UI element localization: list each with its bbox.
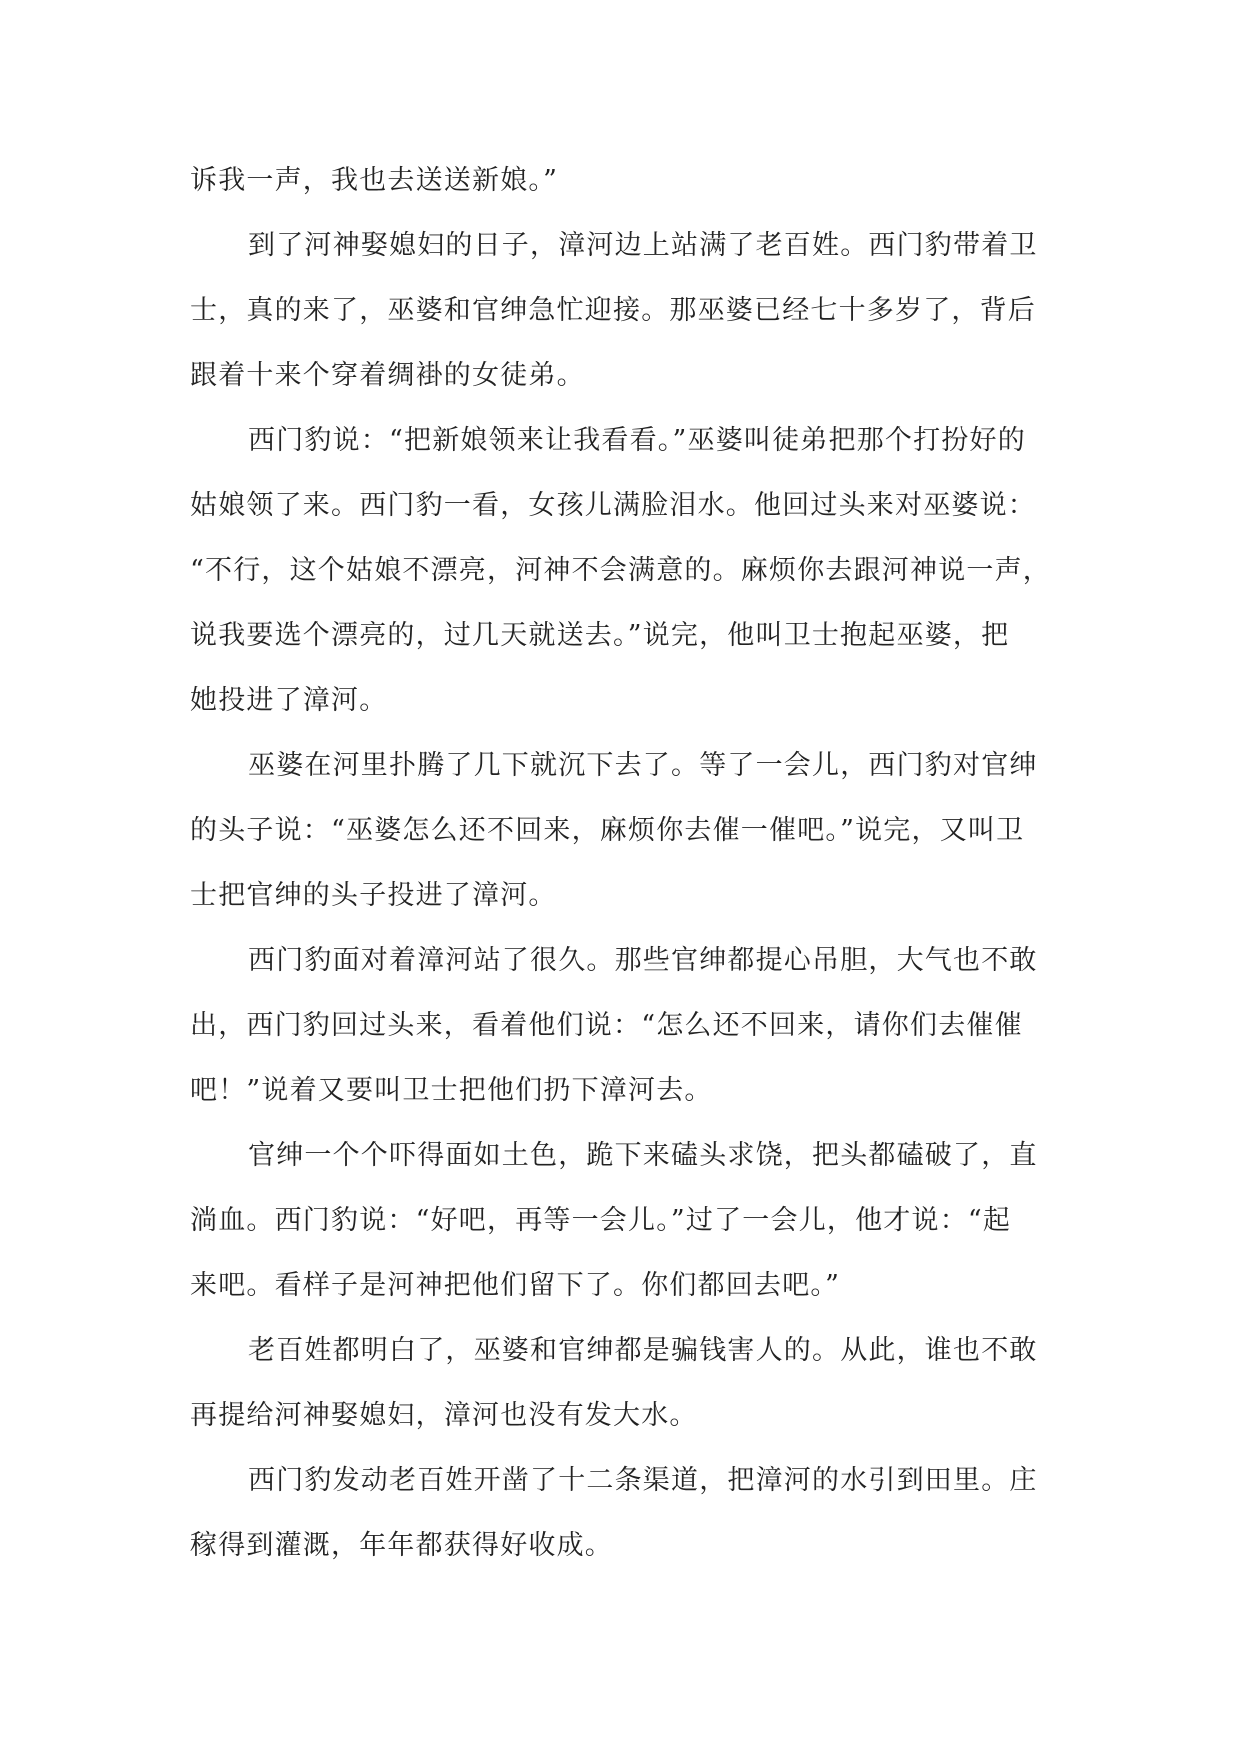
text-line: 稼得到灌溉，年年都获得好收成。 xyxy=(190,1530,613,1561)
text-line: 士把官绅的头子投进了漳河。 xyxy=(190,880,557,911)
text-line: 姑娘领了来。西门豹一看，女孩儿满脸泪水。他回过头来对巫婆说： xyxy=(190,490,1036,521)
paragraph xyxy=(190,148,1050,213)
text-line: 官绅一个个吓得面如土色，跪下来磕头求饶，把头都磕破了，直 xyxy=(248,1140,1038,1171)
text-line: 跟着十来个穿着绸褂的女徒弟。 xyxy=(190,360,585,391)
paragraph xyxy=(190,1123,1050,1318)
text-line: 西门豹说：“把新娘领来让我看看。”巫婆叫徒弟把那个打扮好的 xyxy=(248,425,1026,456)
paragraph xyxy=(190,733,1050,928)
text-line: 出，西门豹回过头来，看着他们说：“怎么还不回来，请你们去催催 xyxy=(190,1010,1023,1041)
text-line: 再提给河神娶媳妇，漳河也没有发大水。 xyxy=(190,1400,698,1431)
text-line: “不行，这个姑娘不漂亮，河神不会满意的。麻烦你去跟河神说一声， xyxy=(190,555,1052,586)
document-body xyxy=(190,148,1050,1578)
paragraph xyxy=(190,408,1050,733)
text-line: 诉我一声，我也去送送新娘。” xyxy=(190,165,559,196)
text-line: 西门豹面对着漳河站了很久。那些官绅都提心吊胆，大气也不敢 xyxy=(248,945,1038,976)
text-line: 的头子说：“巫婆怎么还不回来，麻烦你去催一催吧。”说完，又叫卫 xyxy=(190,815,1025,846)
text-line: 说我要选个漂亮的，过几天就送去。”说完，他叫卫士抱起巫婆，把 xyxy=(190,620,1010,651)
text-line: 到了河神娶媳妇的日子，漳河边上站满了老百姓。西门豹带着卫 xyxy=(248,230,1038,261)
paragraph xyxy=(190,213,1050,408)
text-line: 西门豹发动老百姓开凿了十二条渠道，把漳河的水引到田里。庄 xyxy=(248,1465,1038,1496)
text-line: 淌血。西门豹说：“好吧，再等一会儿。”过了一会儿，他才说：“起 xyxy=(190,1205,1012,1236)
text-line: 士，真的来了，巫婆和官绅急忙迎接。那巫婆已经七十多岁了，背后 xyxy=(190,295,1036,326)
text-line: 她投进了漳河。 xyxy=(190,685,388,716)
text-line: 来吧。看样子是河神把他们留下了。你们都回去吧。” xyxy=(190,1270,841,1301)
text-line: 吧！”说着又要叫卫士把他们扔下漳河去。 xyxy=(190,1075,713,1106)
paragraph xyxy=(190,928,1050,1123)
text-line: 巫婆在河里扑腾了几下就沉下去了。等了一会儿，西门豹对官绅 xyxy=(248,750,1038,781)
text-line: 老百姓都明白了，巫婆和官绅都是骗钱害人的。从此，谁也不敢 xyxy=(248,1335,1038,1366)
paragraph xyxy=(190,1318,1050,1448)
paragraph xyxy=(190,1448,1050,1578)
